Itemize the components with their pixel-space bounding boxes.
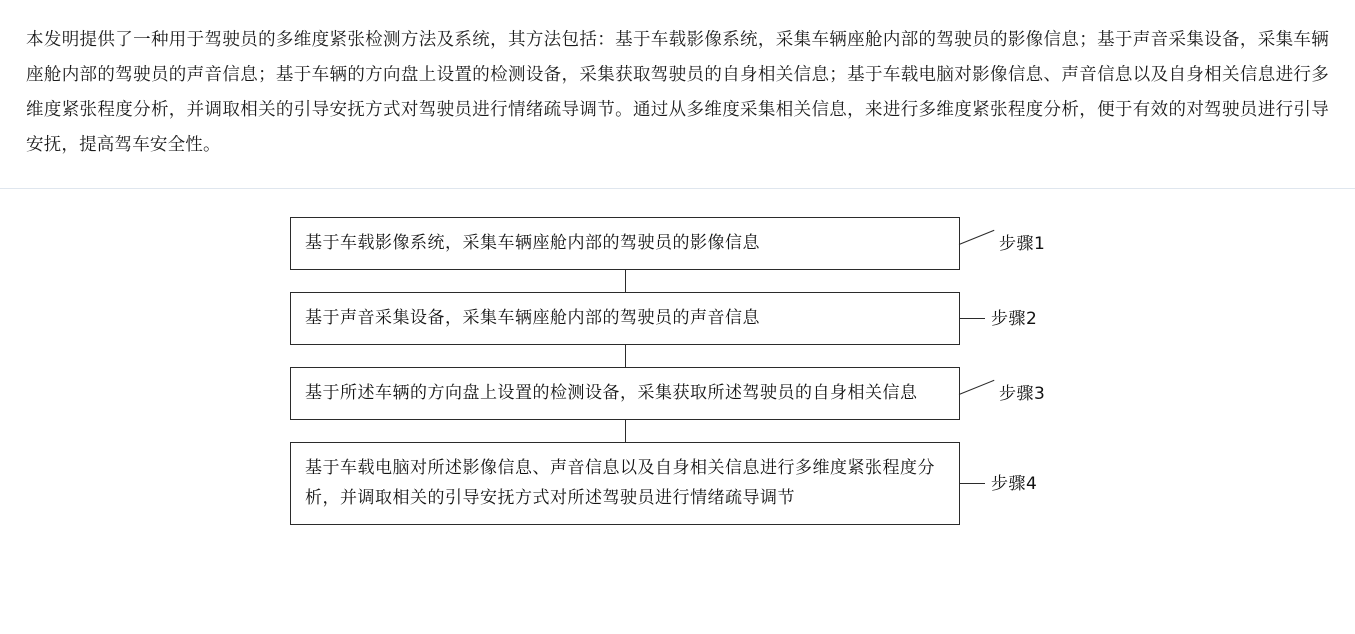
flow-label-1-wrap	[959, 229, 1045, 259]
flow-node-3-text: 基于所述车辆的方向盘上设置的检测设备，采集获取所述驾驶员的自身相关信息	[305, 383, 918, 403]
flow-node-2-text: 基于声音采集设备，采集车辆座舱内部的驾驶员的声音信息	[305, 308, 760, 328]
flow-node-1-text: 基于车载影像系统，采集车辆座舱内部的驾驶员的影像信息	[305, 233, 760, 253]
flowchart	[290, 217, 1046, 525]
leader-line-icon	[959, 318, 985, 319]
flow-label-3-wrap	[959, 379, 1045, 409]
leader-line-icon	[959, 483, 985, 484]
figure-area	[0, 189, 1355, 609]
leader-line-icon	[959, 236, 993, 252]
flow-node-3	[290, 367, 1046, 420]
flow-label-3: 步骤3	[999, 383, 1046, 404]
abstract-text: 本发明提供了一种用于驾驶员的多维度紧张检测方法及系统，其方法包括：基于车载影像系统，采集车辆座舱内部的驾驶员的影像信息；基于声音采集设备，采集车辆座舱内部的驾驶员的声音信息；基于车辆的方向盘上设置的检测设备，采集获取驾驶员的自身相关信息；基于车载电脑对影像信息、声音信息以及自身相关信息进行多维度紧张程度分析，并调取相关的引导安抚方式对驾驶员进行情绪疏导调节。通过从多维度采集相关信息，来进行多维度紧张程度分析，便于有效的对驾驶员进行引导安抚，提高驾车安全性。	[26, 29, 1329, 154]
abstract-section	[0, 0, 1355, 188]
flow-node-2	[290, 292, 1038, 345]
flow-label-2: 步骤2	[991, 308, 1038, 329]
flow-node-4	[290, 442, 1038, 525]
flow-node-1	[290, 217, 1046, 270]
flow-label-4-wrap	[959, 469, 1037, 499]
flow-label-2-wrap	[959, 304, 1037, 334]
flow-connector-3	[625, 420, 626, 442]
flow-connector-2	[625, 345, 626, 367]
flow-label-4: 步骤4	[991, 473, 1038, 494]
flow-label-1: 步骤1	[999, 233, 1046, 254]
leader-line-icon	[959, 386, 993, 402]
flow-node-4-text: 基于车载电脑对所述影像信息、声音信息以及自身相关信息进行多维度紧张程度分析，并调取相关的引导安抚方式对所述驾驶员进行情绪疏导调节	[305, 458, 935, 508]
flow-connector-1	[625, 270, 626, 292]
